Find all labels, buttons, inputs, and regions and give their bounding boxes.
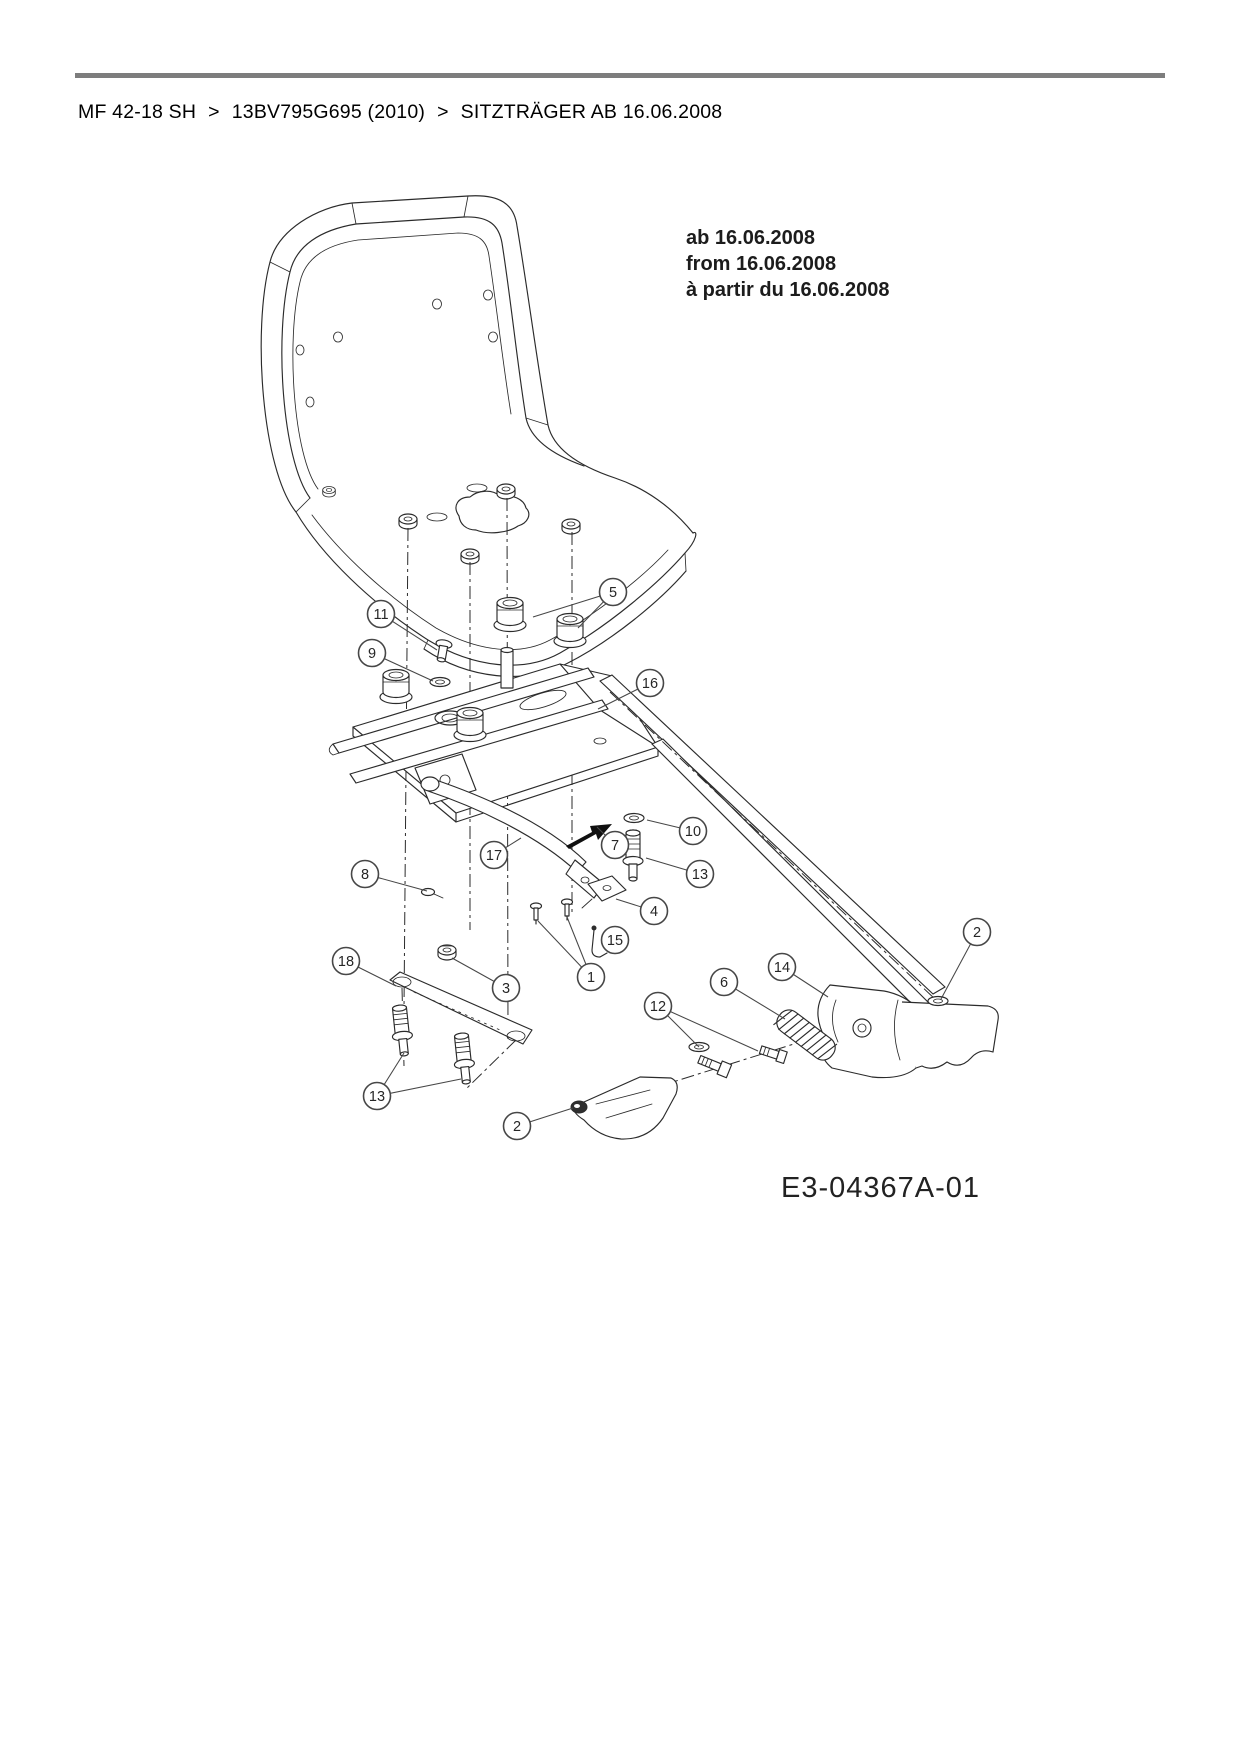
svg-text:7: 7: [610, 838, 620, 854]
breadcrumb-item-model[interactable]: MF 42-18 SH: [78, 101, 197, 123]
drawing-number: E3-04367A-01: [781, 1172, 981, 1204]
svg-text:17: 17: [485, 848, 503, 864]
lower-bracket: [571, 1053, 732, 1139]
callout-4[interactable]: [616, 898, 668, 925]
date-annotation: [686, 227, 889, 301]
annotation-line-fr: à partir du 16.06.2008: [686, 279, 890, 301]
svg-text:8: 8: [360, 867, 370, 883]
screw-1a: [531, 903, 542, 924]
adjustment-lever: [421, 777, 604, 898]
callout-15[interactable]: [601, 927, 629, 954]
svg-text:18: 18: [337, 954, 355, 970]
svg-text:13: 13: [368, 1089, 386, 1105]
callout-14[interactable]: [769, 954, 829, 998]
svg-text:13: 13: [691, 867, 709, 883]
svg-text:11: 11: [373, 607, 389, 623]
callout-2[interactable]: [504, 1108, 574, 1140]
annotation-line-de: ab 16.06.2008: [686, 227, 815, 249]
svg-text:15: 15: [606, 933, 624, 949]
seat-mount-nuts: [399, 484, 580, 564]
svg-text:2: 2: [972, 925, 982, 941]
washer-10: [624, 814, 644, 823]
callout-13[interactable]: [364, 1053, 462, 1110]
breadcrumb-separator: >: [437, 101, 449, 123]
callout-2[interactable]: [941, 919, 991, 1000]
svg-text:16: 16: [641, 676, 659, 692]
svg-text:12: 12: [649, 999, 667, 1015]
svg-text:6: 6: [719, 975, 729, 991]
breadcrumb-item-serial[interactable]: 13BV795G695 (2010): [231, 101, 426, 123]
callout-3[interactable]: [452, 958, 520, 1002]
svg-text:9: 9: [367, 646, 377, 662]
annotation-line-en: from 16.06.2008: [686, 253, 837, 275]
callout-10[interactable]: [647, 818, 707, 845]
svg-text:5: 5: [608, 585, 618, 601]
callout-18[interactable]: [333, 948, 397, 987]
callout-7[interactable]: [597, 827, 629, 859]
callout-13[interactable]: [646, 858, 714, 888]
svg-text:4: 4: [649, 904, 659, 920]
bolt-12: [759, 1044, 787, 1063]
svg-text:14: 14: [773, 960, 791, 976]
svg-text:1: 1: [586, 970, 596, 986]
nut-3: [438, 945, 456, 960]
screw-1b: [562, 899, 573, 920]
breadcrumb-item-assembly: SITZTRÄGER AB 16.06.2008: [460, 101, 723, 123]
breadcrumb-separator: >: [208, 101, 220, 123]
seat-back-holes: [296, 290, 498, 407]
callout-8[interactable]: [352, 861, 428, 892]
pivot-assembly: [689, 985, 998, 1078]
bolt-lower: [697, 1053, 732, 1078]
svg-text:2: 2: [512, 1119, 522, 1135]
callout-17[interactable]: [481, 838, 522, 869]
washer-9: [430, 678, 450, 687]
seat-shell: [261, 196, 696, 677]
svg-text:10: 10: [684, 824, 702, 840]
svg-text:3: 3: [501, 981, 511, 997]
